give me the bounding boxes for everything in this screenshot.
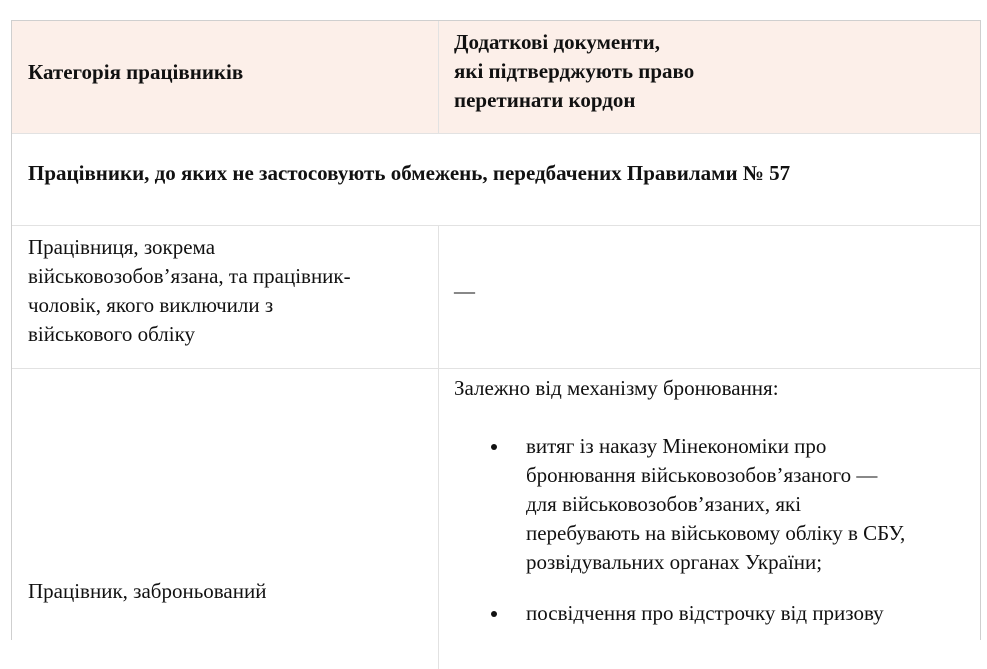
column-divider	[438, 369, 439, 669]
bullet-line: розвідувальних органах України;	[526, 550, 823, 574]
header-documents-line: перетинати кордон	[454, 88, 636, 112]
category-line: військового обліку	[28, 322, 196, 346]
column-divider	[438, 226, 439, 368]
header-category: Категорія працівників	[28, 60, 244, 84]
category-line: чоловік, якого виключили з	[28, 293, 274, 317]
header-documents-line: Додаткові документи,	[454, 30, 661, 54]
section-title: Працівники, до яких не застосовують обмежень, передбачених Правилами № 57	[28, 161, 791, 185]
bullet-icon	[491, 444, 497, 450]
documents-intro: Залежно від механізму бронювання:	[454, 376, 779, 400]
list-item	[454, 599, 974, 628]
category-cell	[28, 233, 423, 349]
documents-bullet-list	[454, 432, 974, 650]
category-line: військовозобов’язана, та працівник-	[28, 264, 351, 288]
header-documents	[454, 28, 974, 115]
header-documents-line: які підтверджують право	[454, 59, 695, 83]
bullet-line: посвідчення про відстрочку від призову	[526, 601, 884, 625]
bullet-line: перебувають на військовому обліку в СБУ,	[526, 521, 906, 545]
bullet-icon	[491, 611, 497, 617]
category-cell: Працівник, заброньований	[28, 579, 267, 603]
bullet-line: для військовозобов’язаних, які	[526, 492, 802, 516]
table-row	[12, 226, 980, 369]
column-divider	[438, 21, 439, 133]
list-item	[454, 432, 974, 577]
table-header-row	[12, 21, 980, 134]
category-line: Працівниця, зокрема	[28, 235, 216, 259]
table-row	[12, 369, 980, 669]
bullet-line: витяг із наказу Мінекономіки про	[526, 434, 827, 458]
bullet-line: бронювання військовозобов’язаного —	[526, 463, 878, 487]
documents-table	[11, 20, 981, 640]
section-row	[12, 134, 980, 226]
documents-cell: —	[454, 279, 475, 303]
